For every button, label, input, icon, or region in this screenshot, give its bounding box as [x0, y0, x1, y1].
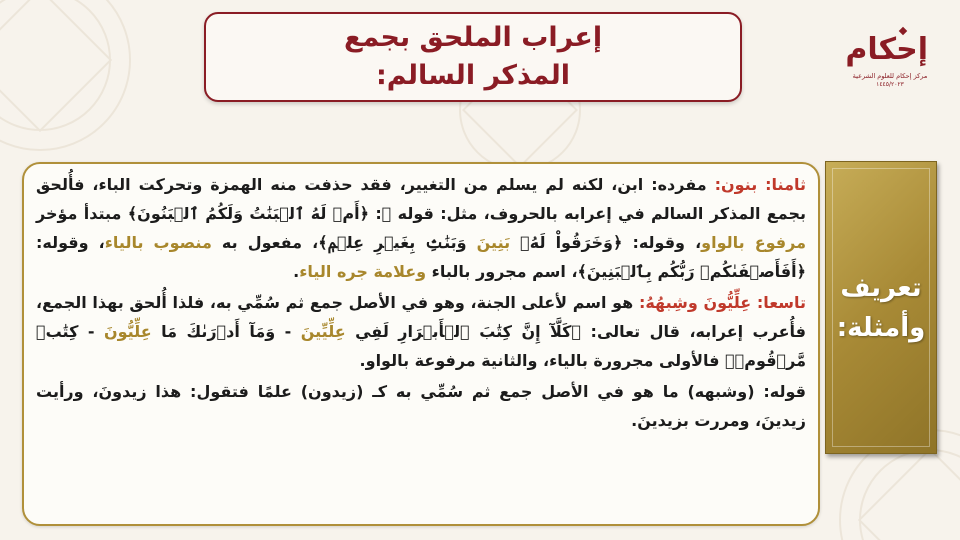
side-section-label	[825, 161, 937, 454]
paragraph-eighth-highlight-1: مرفوع بالواو	[701, 233, 807, 252]
paragraph-ninth-text-2: - وَمَآ أَدۡرَىٰكَ مَا	[151, 322, 301, 341]
paragraph-ninth-term: عِلِّيُّونَ وشِبهُهُ:	[638, 293, 757, 312]
logo-subtitle: مركز إحكام للعلوم الشرعية	[852, 72, 928, 80]
slide-title-line-2: المذكر السالم:	[375, 60, 571, 91]
paragraph-eighth-label: ثامنا:	[765, 175, 806, 194]
paragraph-eighth-highlight-3: منصوب بالياء	[104, 233, 212, 252]
paragraph-ninth	[36, 288, 806, 375]
side-label-line-2: وأمثلة:	[836, 312, 926, 343]
paragraph-eighth-text-3: وَبَنَٰتِۢ بِغَيۡرِ عِلۡمٖ﴾، مفعول به	[211, 233, 477, 252]
paragraph-ninth-highlight-1: عِلِّيِّينَ	[300, 322, 346, 341]
paragraph-eighth-text-2: ، وقوله: ﴿وَخَرَقُواْ لَهُۥ	[510, 233, 702, 252]
paragraph-eighth-highlight-4: وعلامة جره الياء	[299, 262, 427, 281]
paragraph-note: قوله: (وشبهه) ما هو في الأصل جمع ثم سُمِّي به كـ (زيدون) علمًا فتقول: هذا زيدونَ، ورأيت زيدينَ، ومررت بزيدينَ.	[36, 382, 806, 430]
paragraph-ninth-highlight-2: عِلِّيُّونَ	[103, 322, 152, 341]
side-label-line-1: تعريف	[840, 272, 922, 303]
paragraph-eighth	[36, 170, 806, 286]
slide-title-line-1: إعراب الملحق بجمع	[343, 22, 603, 53]
paragraph-ninth-text-1: هو اسم لأعلى الجنة، وهو في الأصل جمع ثم سُمِّي به، فلذا أُلحق بهذا الجمع، فأُعرب إعرابه، قال تعالى: ﴿كَلَّآ إِنَّ كِتَٰبَ ٱلۡأَبۡرَارِ لَفِي	[36, 293, 807, 341]
logo-wordmark: إحكام	[845, 32, 928, 67]
paragraph-eighth-term: بنون:	[714, 175, 766, 194]
paragraph-eighth-text-5: .	[293, 262, 300, 281]
content-box	[22, 162, 820, 526]
paragraph-eighth-highlight-2: بَنِينَ	[476, 233, 511, 252]
paragraph-ninth-label: تاسعا:	[756, 293, 806, 312]
slide-title-box	[204, 12, 742, 102]
logo-number: ١٤٤٥/٢٠٢٣	[876, 81, 904, 88]
paragraph-ninth-text-3: - كِتَٰبٞ مَّرۡقُومٞ﴾ فالأولى مجرورة بالياء، والثانية مرفوعة بالواو.	[36, 322, 806, 370]
paragraph-eighth-text-4: ، وقوله: ﴿أَفَأَصۡفَىٰكُمۡ رَبُّكُم بِٱلۡبَنِينَ﴾، اسم مجرور بالباء	[36, 233, 806, 281]
ihkam-logo	[845, 24, 930, 96]
paragraph-eighth-text-1: مفرده: ابن، لكنه لم يسلم من التغيير، فقد حذفت منه الهمزة وتحركت الباء، فأُلحق بجمع المذكر السالم في إعرابه بالحروف، مثل: قوله ﷻ: ﴿أَمۡ لَهُ ٱلۡبَنَٰتُ وَلَكُمُ ٱلۡبَنُونَ﴾ مبتدأ مؤخر	[36, 175, 806, 223]
